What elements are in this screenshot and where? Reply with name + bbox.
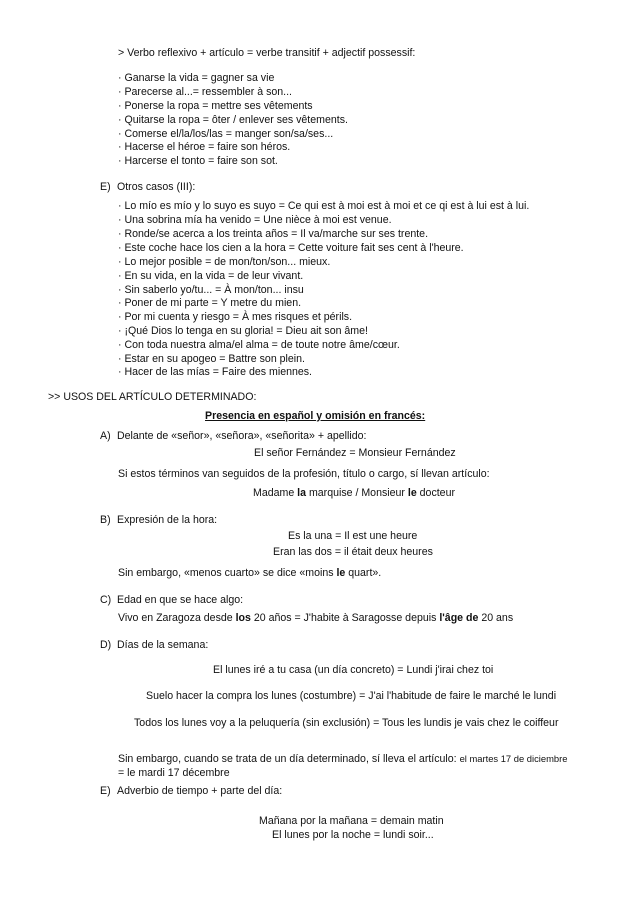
reflexive-item: · Harcerse el tonto = faire son sot. (118, 155, 278, 167)
usos-d-note-1: Sin embargo, cuando se trata de un día determinado, sí lleva el artículo: el martes 17 de diciembre (118, 753, 568, 765)
usos-c-example: Vivo en Zaragoza desde los 20 años = J'habite à Saragosse depuis l'âge de 20 ans (118, 612, 514, 624)
usos-b-example-2: Eran las dos = il était deux heures (273, 546, 433, 558)
usos-e-example-2: El lunes por la noche = lundi soir... (272, 829, 434, 841)
other-case-item: · Estar en su apogeo = Battre son plein. (118, 353, 305, 365)
other-case-item: · Poner de mi parte = Y metre du mien. (118, 297, 302, 309)
reflexive-section-title: > Verbo reflexivo + artículo = verbe transitif + adjectif possessif: (118, 47, 416, 59)
usos-e-title: Adverbio de tiempo + parte del día: (117, 785, 283, 797)
other-case-item: · Una sobrina mía ha venido = Une nièce à moi est venue. (118, 214, 392, 226)
reflexive-item: · Ponerse la ropa = mettre ses vêtements (118, 100, 313, 112)
usos-d-example-3: Todos los lunes voy a la peluquería (sin exclusión) = Tous les lundis je vais chez le coiffeur (134, 717, 559, 729)
usos-b-label: B) (100, 514, 111, 526)
usos-c-title: Edad en que se hace algo: (117, 594, 244, 606)
section-e-label: E) (100, 181, 111, 193)
reflexive-item: · Comerse el/la/los/las = manger son/sa/ses... (118, 128, 334, 140)
usos-a-title: Delante de «señor», «señora», «señorita» + apellido: (117, 430, 367, 442)
other-case-item: · En su vida, en la vida = de leur vivant. (118, 270, 304, 282)
other-case-item: · Ronde/se acerca a los treinta años = Il va/marche sur ses trente. (118, 228, 429, 240)
usos-c-label: C) (100, 594, 112, 606)
usos-e-example-1: Mañana por la mañana = demain matin (259, 815, 444, 827)
other-case-item: · ¡Qué Dios lo tenga en su gloria! = Dieu ait son âme! (118, 325, 368, 337)
usos-b-title: Expresión de la hora: (117, 514, 218, 526)
usos-d-heading (100, 639, 208, 652)
usos-e-heading (100, 785, 282, 798)
usos-b-note: Sin embargo, «menos cuarto» se dice «moins le quart». (118, 567, 382, 579)
section-e-heading (100, 181, 195, 194)
other-case-item: · Hacer de las mías = Faire des miennes. (118, 366, 313, 378)
usos-a-label: A) (100, 430, 111, 442)
other-case-item: · Sin saberlo yo/tu... = À mon/ton... insu (118, 284, 304, 296)
reflexive-item: · Parecerse al...= ressembler à son... (118, 86, 292, 98)
usos-d-example-2: Suelo hacer la compra los lunes (costumbre) = J'ai l'habitude de faire le marché le lundi (146, 690, 557, 702)
usos-e-label: E) (100, 785, 111, 797)
usos-subheading: Presencia en español y omisión en francés: (205, 410, 426, 422)
reflexive-item: · Ganarse la vida = gagner sa vie (118, 72, 275, 84)
usos-a-example-1: El señor Fernández = Monsieur Fernández (254, 447, 456, 459)
usos-a-example-2: Madame la marquise / Monsieur le docteur (253, 487, 455, 499)
reflexive-item: · Hacerse el héroe = faire son héros. (118, 141, 291, 153)
reflexive-item: · Quitarse la ropa = ôter / enlever ses vêtements. (118, 114, 348, 126)
other-case-item: · Con toda nuestra alma/el alma = de toute notre âme/cœur. (118, 339, 400, 351)
usos-d-title: Días de la semana: (117, 639, 209, 651)
usos-b-example-1: Es la una = Il est une heure (288, 530, 418, 542)
usos-a-note: Si estos términos van seguidos de la profesión, título o cargo, sí llevan artículo: (118, 468, 490, 480)
other-case-item: · Lo mejor posible = de mon/ton/son... mieux. (118, 256, 331, 268)
usos-c-heading (100, 594, 243, 607)
other-case-item: · Este coche hace los cien a la hora = Cette voiture fait ses cent à l'heure. (118, 242, 464, 254)
usos-b-heading (100, 514, 217, 527)
usos-heading: >> USOS DEL ARTÍCULO DETERMINADO: (48, 391, 257, 403)
section-e-title: Otros casos (III): (117, 181, 196, 193)
usos-a-heading (100, 430, 366, 443)
other-case-item: · Lo mío es mío y lo suyo es suyo = Ce qui est à moi est à moi et ce qi est à lui est à lui. (118, 200, 530, 212)
usos-d-label: D) (100, 639, 112, 651)
other-case-item: · Por mi cuenta y riesgo = À mes risques et périls. (118, 311, 353, 323)
usos-d-note-2: = le mardi 17 décembre (118, 767, 230, 779)
usos-d-example-1: El lunes iré a tu casa (un día concreto) = Lundi j'irai chez toi (213, 664, 494, 676)
